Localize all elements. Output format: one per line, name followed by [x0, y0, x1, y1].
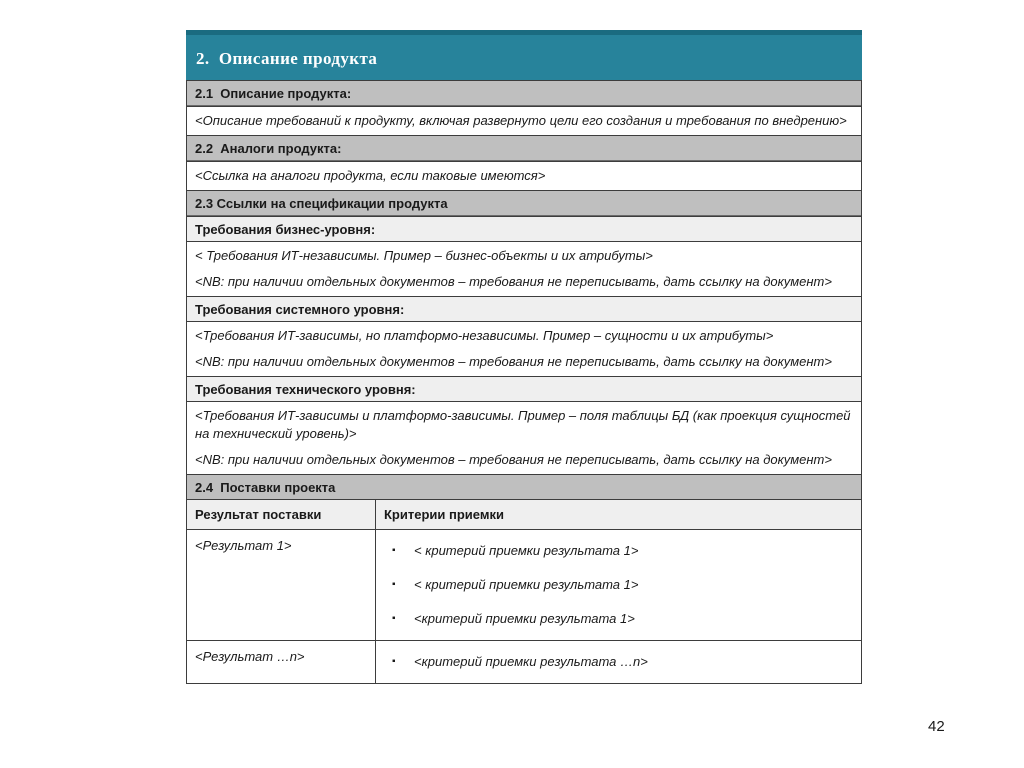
- list-item: [388, 610, 853, 628]
- subheader-technical-level: Требования технического уровня:: [187, 376, 861, 401]
- deliverables-header-row: [187, 499, 861, 529]
- list-item: [388, 576, 853, 594]
- technical-level-body: [187, 401, 861, 474]
- chapter-title-bar: [186, 30, 862, 80]
- template-table: [186, 80, 862, 684]
- subheader-system-level: Требования системного уровня:: [187, 296, 861, 321]
- bullet-icon: ▪: [392, 545, 396, 556]
- criteria-cell: [376, 641, 861, 683]
- deliverable-row-1: [187, 529, 861, 640]
- placeholder-note: <NB: при наличии отдельных документов – требования не переписывать, дать ссылку на документ>: [195, 354, 832, 369]
- section-2-1-body: [187, 106, 861, 135]
- deliverable-row-n: [187, 640, 861, 683]
- chapter-title: 2. Описание продукта: [196, 48, 378, 68]
- list-item: [388, 542, 853, 560]
- page-number: 42: [928, 718, 945, 735]
- placeholder-text: <Описание требований к продукту, включая развернуто цели его создания и требования по внедрению>: [195, 113, 847, 128]
- system-level-body: [187, 321, 861, 376]
- bullet-icon: ▪: [392, 656, 396, 667]
- list-item: [388, 653, 853, 671]
- placeholder-text: <Ссылка на аналоги продукта, если таковые имеются>: [195, 168, 546, 183]
- column-header-result: Результат поставки: [187, 500, 376, 529]
- column-header-criteria: Критерии приемки: [384, 507, 504, 522]
- placeholder-text: <Требования ИТ-зависимы, но платформо-независимы. Пример – сущности и их атрибуты>: [195, 328, 774, 343]
- criterion-text: < критерий приемки результата 1>: [414, 577, 639, 592]
- section-header-2-1: 2.1 Описание продукта:: [187, 81, 861, 106]
- placeholder-note: <NB: при наличии отдельных документов – требования не переписывать, дать ссылку на документ>: [195, 274, 832, 289]
- bullet-icon: ▪: [392, 579, 396, 590]
- placeholder-text: <Требования ИТ-зависимы и платформо-зависимы. Пример – поля таблицы БД (как проекция сущностей на технический уровень)>: [195, 408, 851, 441]
- criterion-text: <критерий приемки результата …n>: [414, 654, 648, 669]
- result-cell: <Результат 1>: [187, 530, 376, 640]
- section-header-2-2: 2.2 Аналоги продукта:: [187, 135, 861, 161]
- subheader-business-level: Требования бизнес-уровня:: [187, 216, 861, 241]
- section-header-2-3: 2.3 Ссылки на спецификации продукта: [187, 190, 861, 216]
- result-cell: <Результат …n>: [187, 641, 376, 683]
- placeholder-note: <NB: при наличии отдельных документов – требования не переписывать, дать ссылку на документ>: [195, 452, 832, 467]
- criterion-text: <критерий приемки результата 1>: [414, 611, 635, 626]
- document-template: [186, 30, 862, 684]
- business-level-body: [187, 241, 861, 296]
- criteria-cell: [376, 530, 861, 640]
- placeholder-text: < Требования ИТ-независимы. Пример – бизнес-объекты и их атрибуты>: [195, 248, 653, 263]
- criterion-text: < критерий приемки результата 1>: [414, 543, 639, 558]
- section-2-2-body: [187, 161, 861, 190]
- section-header-2-4: 2.4 Поставки проекта: [187, 474, 861, 499]
- bullet-icon: ▪: [392, 613, 396, 624]
